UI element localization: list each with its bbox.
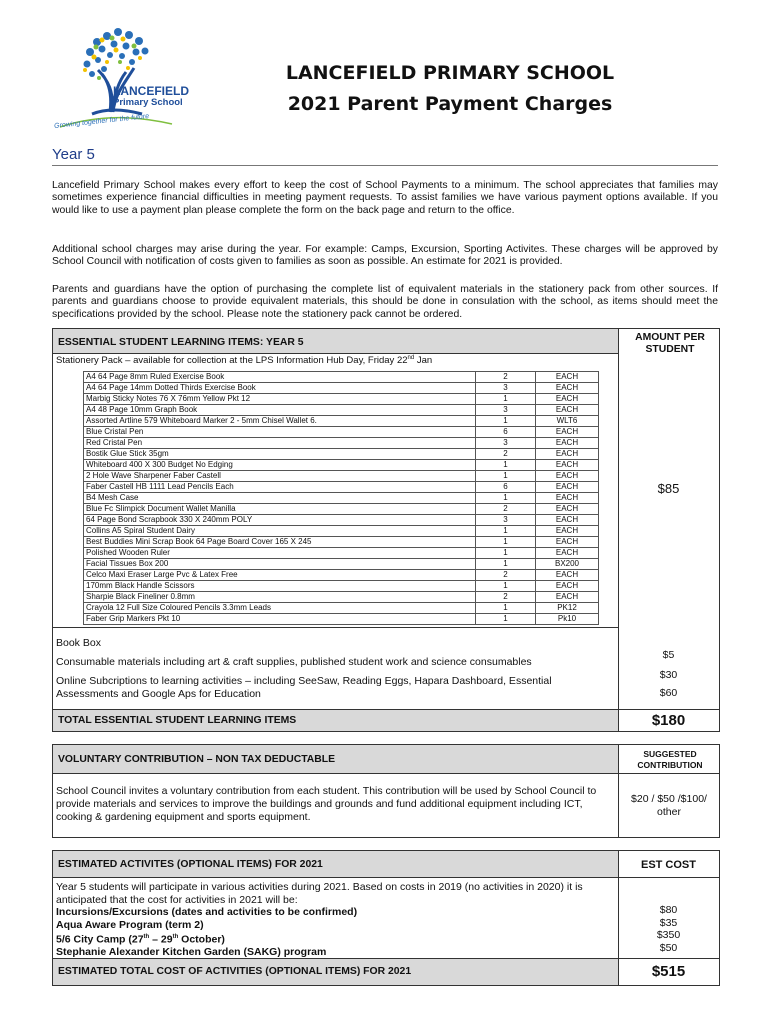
item-unit: BX200 xyxy=(536,559,599,570)
stationery-item-row xyxy=(84,471,599,482)
item-quantity: 1 xyxy=(476,537,536,548)
item-description: Celco Maxi Eraser Large Pvc & Latex Free xyxy=(84,570,476,581)
essential-total-amount: $180 xyxy=(651,712,686,729)
stationery-item-row xyxy=(84,614,599,625)
item-description: Facial Tissues Box 200 xyxy=(84,559,476,570)
item-description: Bostik Glue Stick 35gm xyxy=(84,449,476,460)
item-quantity: 1 xyxy=(476,460,536,471)
item-description: Polished Wooden Ruler xyxy=(84,548,476,559)
logo-subtitle: Primary School xyxy=(113,97,183,108)
activity-cost: $350 xyxy=(656,929,681,941)
voluntary-amount: $20 / $50 /$100/ other xyxy=(631,793,707,818)
item-quantity: 3 xyxy=(476,438,536,449)
stationery-item-row xyxy=(84,416,599,427)
item-unit: EACH xyxy=(536,427,599,438)
essential-items-section xyxy=(52,328,720,732)
item-unit: EACH xyxy=(536,581,599,592)
stationery-item-row xyxy=(84,427,599,438)
stationery-item-row xyxy=(84,405,599,416)
item-unit: EACH xyxy=(536,394,599,405)
activity-cost: $50 xyxy=(659,941,678,954)
voluntary-text: School Council invites a voluntary contribution from each student. This contribution will be used by School Council to provide materials and services to improve the buildings and grounds and fund additional equipment including ICT, cooking & gardening equipment and sports equipment. xyxy=(56,785,597,823)
item-unit: EACH xyxy=(536,449,599,460)
item-unit: EACH xyxy=(536,526,599,537)
item-quantity: 1 xyxy=(476,614,536,625)
stationery-list xyxy=(83,371,599,625)
item-description: Marbig Sticky Notes 76 X 76mm Yellow Pkt 12 xyxy=(84,394,476,405)
activities-intro: Year 5 students will participate in various activities during 2021. Based on costs in 2019 (no activities in 2020) it is anticipated that the cost for activities in 2021 will be: xyxy=(56,881,583,906)
item-quantity: 2 xyxy=(476,570,536,581)
item-quantity: 1 xyxy=(476,526,536,537)
stationery-item-row xyxy=(84,559,599,570)
intro-paragraph-2: Additional school charges may arise during the year. For example: Camps, Excursion, Sporting Activites. These charges will be approved by School Council with notification of costs given to families as soon as possible. An estimate for 2021 is provided. xyxy=(52,244,718,268)
item-quantity: 1 xyxy=(476,416,536,427)
item-unit: EACH xyxy=(536,405,599,416)
item-unit: EACH xyxy=(536,493,599,504)
essential-header: ESSENTIAL STUDENT LEARNING ITEMS: YEAR 5 xyxy=(58,337,304,348)
item-description: 2 Hole Wave Sharpener Faber Castell xyxy=(84,471,476,482)
stationery-pack-note: Stationery Pack – available for collection at the LPS Information Hub Day, Friday 22nd Jan xyxy=(56,355,433,367)
item-quantity: 1 xyxy=(476,493,536,504)
item-quantity: 3 xyxy=(476,405,536,416)
item-description: A4 48 Page 10mm Graph Book xyxy=(84,405,476,416)
amount-header: AMOUNT PER STUDENT xyxy=(635,332,705,355)
activities-header: ESTIMATED ACTIVITES (OPTIONAL ITEMS) FOR 2021 xyxy=(58,859,323,870)
item-unit: EACH xyxy=(536,471,599,482)
item-description: B4 Mesh Case xyxy=(84,493,476,504)
item-unit: EACH xyxy=(536,482,599,493)
stationery-item-row xyxy=(84,570,599,581)
item-unit: EACH xyxy=(536,515,599,526)
item-quantity: 2 xyxy=(476,449,536,460)
book-box-label: Book Box xyxy=(56,637,101,649)
online-amount: $60 xyxy=(659,687,678,699)
activity-cost: $35 xyxy=(659,916,678,929)
stationery-item-row xyxy=(84,460,599,471)
item-description: 170mm Black Handle Scissors xyxy=(84,581,476,592)
item-description: Sharpie Black Fineliner 0.8mm xyxy=(84,592,476,603)
stationery-item-row xyxy=(84,537,599,548)
item-quantity: 1 xyxy=(476,559,536,570)
activities-total-amount: $515 xyxy=(651,963,686,980)
item-unit: EACH xyxy=(536,438,599,449)
title-line-2: 2021 Parent Payment Charges xyxy=(287,93,613,115)
item-unit: EACH xyxy=(536,383,599,394)
item-quantity: 1 xyxy=(476,603,536,614)
title-line-1: LANCEFIELD PRIMARY SCHOOL xyxy=(285,62,615,84)
item-unit: EACH xyxy=(536,570,599,581)
item-unit: Pk10 xyxy=(536,614,599,625)
voluntary-header: VOLUNTARY CONTRIBUTION – NON TAX DEDUCTABLE xyxy=(58,754,336,765)
item-description: Collins A5 Spiral Student Dairy xyxy=(84,526,476,537)
item-quantity: 1 xyxy=(476,471,536,482)
item-description: Blue Cristal Pen xyxy=(84,427,476,438)
item-description: Red Cristal Pen xyxy=(84,438,476,449)
stationery-item-row xyxy=(84,581,599,592)
item-description: Assorted Artline 579 Whiteboard Marker 2 - 5mm Chisel Wallet 6. xyxy=(84,416,476,427)
intro-paragraph-3: Parents and guardians have the option of purchasing the complete list of equivalent materials in the stationery pack from other sources. If parents and guardians choose to provide equivalent materials, this should be done in consulation with the school, as items should meet the specifications provided by the school. Please note the stationery pack cannot be ordered. xyxy=(52,284,718,320)
item-description: Blue Fc Slimpick Document Wallet Manilla xyxy=(84,504,476,515)
activities-list xyxy=(56,906,611,959)
item-unit: EACH xyxy=(536,504,599,515)
suggested-contribution-header: SUGGESTED CONTRIBUTION xyxy=(637,749,703,770)
stationery-item-row xyxy=(84,493,599,504)
item-quantity: 6 xyxy=(476,427,536,438)
logo-motto: Growing together for the future xyxy=(53,113,150,130)
activities-costs xyxy=(618,904,719,954)
stationery-item-row xyxy=(84,383,599,394)
item-quantity: 2 xyxy=(476,372,536,383)
stationery-item-row xyxy=(84,548,599,559)
item-description: 64 Page Bond Scrapbook 330 X 240mm POLY xyxy=(84,515,476,526)
stationery-item-row xyxy=(84,592,599,603)
year-heading: Year 5 xyxy=(52,146,95,163)
item-quantity: 1 xyxy=(476,581,536,592)
item-quantity: 2 xyxy=(476,592,536,603)
item-quantity: 1 xyxy=(476,394,536,405)
item-unit: EACH xyxy=(536,592,599,603)
online-subscriptions-label: Online Subcriptions to learning activities – including SeeSaw, Reading Eggs, Hapara Dashboard, Essential Assessments and Google Aps for Education xyxy=(56,675,552,700)
activities-total-label: ESTIMATED TOTAL COST OF ACTIVITIES (OPTIONAL ITEMS) FOR 2021 xyxy=(58,966,412,977)
item-description: A4 64 Page 8mm Ruled Exercise Book xyxy=(84,372,476,383)
item-unit: EACH xyxy=(536,548,599,559)
activities-section xyxy=(52,850,720,986)
activity-cost: $80 xyxy=(659,904,678,916)
item-description: Faber Grip Markers Pkt 10 xyxy=(84,614,476,625)
stationery-item-row xyxy=(84,449,599,460)
item-quantity: 3 xyxy=(476,515,536,526)
stationery-item-row xyxy=(84,504,599,515)
stationery-item-row xyxy=(84,372,599,383)
item-description: Whiteboard 400 X 300 Budget No Edging xyxy=(84,460,476,471)
item-unit: EACH xyxy=(536,372,599,383)
item-quantity: 1 xyxy=(476,548,536,559)
activity-item: 5/6 City Camp (27th – 29th October) xyxy=(56,933,225,946)
activity-item: Incursions/Excursions (dates and activities to be confirmed) xyxy=(56,906,358,918)
stationery-item-row xyxy=(84,603,599,614)
item-quantity: 6 xyxy=(476,482,536,493)
logo-name: LANCEFIELD xyxy=(113,84,189,98)
activity-item: Aqua Aware Program (term 2) xyxy=(56,918,204,931)
activity-item: Stephanie Alexander Kitchen Garden (SAKG) program xyxy=(56,946,327,958)
item-quantity: 3 xyxy=(476,383,536,394)
stationery-item-row xyxy=(84,515,599,526)
item-unit: EACH xyxy=(536,460,599,471)
item-description: A4 64 Page 14mm Dotted Thirds Exercise Book xyxy=(84,383,476,394)
consumables-amount: $30 xyxy=(659,669,678,681)
stationery-item-row xyxy=(84,438,599,449)
page-title xyxy=(240,58,660,120)
item-description: Faber Castell HB 1111 Lead Pencils Each xyxy=(84,482,476,493)
pack-amount: $85 xyxy=(657,481,680,496)
school-logo xyxy=(52,22,187,137)
intro-paragraph-1: Lancefield Primary School makes every effort to keep the cost of School Payments to a minimum. The school appreciates that families may sometimes experience financial difficulties in meeting payment requests. To assist families we have various payment options available. If you would like to use a payment plan please complete the form on the back page and return to the office. xyxy=(52,180,718,216)
est-cost-header: EST COST xyxy=(640,859,696,871)
item-description: Crayola 12 Full Size Coloured Pencils 3.3mm Leads xyxy=(84,603,476,614)
voluntary-contribution-section xyxy=(52,744,720,838)
consumables-label: Consumable materials including art & craft supplies, published student work and science consumables xyxy=(56,656,532,668)
item-quantity: 2 xyxy=(476,504,536,515)
stationery-item-row xyxy=(84,482,599,493)
essential-total-label: TOTAL ESSENTIAL STUDENT LEARNING ITEMS xyxy=(58,715,297,726)
book-box-amount: $5 xyxy=(662,649,675,661)
item-unit: EACH xyxy=(536,537,599,548)
item-unit: WLT6 xyxy=(536,416,599,427)
item-description: Best Buddies Mini Scrap Book 64 Page Board Cover 165 X 245 xyxy=(84,537,476,548)
stationery-item-row xyxy=(84,394,599,405)
heading-rule xyxy=(52,165,718,166)
item-unit: PK12 xyxy=(536,603,599,614)
stationery-item-row xyxy=(84,526,599,537)
